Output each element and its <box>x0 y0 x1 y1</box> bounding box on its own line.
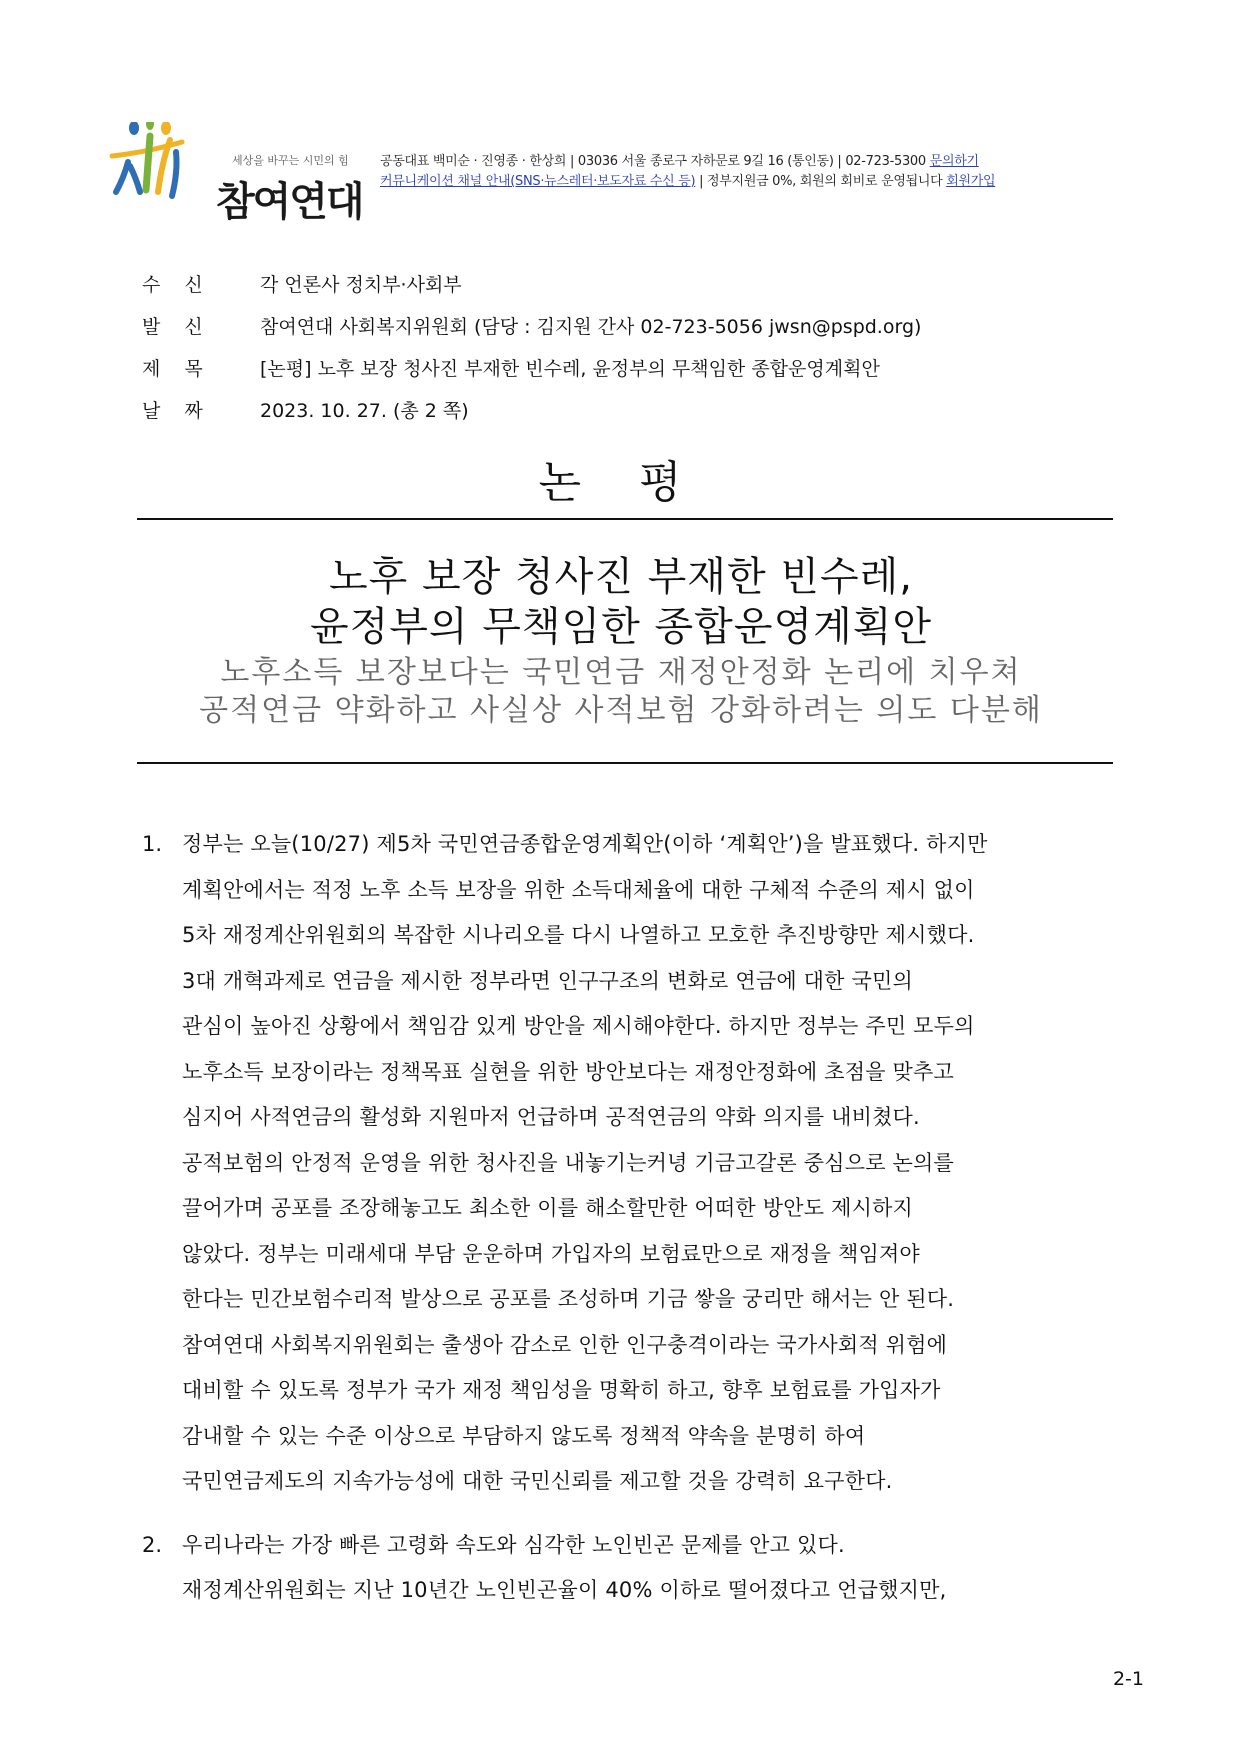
paragraph-line: 감내할 수 있는 수준 이상으로 부담하지 않도록 정책적 약속을 분명히 하여 <box>182 1423 866 1448</box>
logo-name: 참여연대 <box>216 179 363 225</box>
paragraph-line: 5차 재정계산위원회의 복잡한 시나리오를 다시 나열하고 모호한 추진방향만 제시했다. <box>182 923 975 947</box>
subheadline-line: 노후소득 보장보다는 국민연금 재정안정화 논리에 치우쳐 <box>220 655 1022 690</box>
paragraph-line: 3대 개혁과제로 연금을 제시한 정부라면 인구구조의 변화로 연금에 대한 국민의 <box>182 968 913 993</box>
document-type-title: 논 평 <box>538 457 704 508</box>
document-body <box>142 822 1142 1614</box>
meta-value: 각 언론사 정치부·사회부 <box>260 274 462 296</box>
page-number: 2-1 <box>1112 1668 1144 1690</box>
subheadline <box>0 654 1242 730</box>
header-funding-text: | 정부지원금 0%, 회원의 회비로 운영됩니다 <box>695 174 947 189</box>
pspd-logo <box>108 122 363 226</box>
paragraph-number: 1. <box>142 832 163 856</box>
headline-line: 노후 보장 청사진 부재한 빈수레, <box>329 554 913 600</box>
contact-link[interactable]: 문의하기 <box>929 154 979 169</box>
numbered-paragraph <box>142 1523 1142 1614</box>
communication-channel-link[interactable]: 커뮤니케이션 채널 안내(SNS·뉴스레터·보도자료 수신 등) <box>380 174 696 189</box>
meta-value: 2023. 10. 27. (총 2 쪽) <box>260 400 469 422</box>
meta-label: 발신 <box>142 316 227 338</box>
headline-line: 윤정부의 무책임한 종합운영계획안 <box>309 604 933 650</box>
header-info-line2 <box>380 172 995 192</box>
paragraph-line: 심지어 사적연금의 활성화 지원마저 언급하며 공적연금의 약화 의지를 내비쳤다. <box>182 1105 920 1129</box>
meta-label: 수신 <box>142 274 227 296</box>
meta-value: [논평] 노후 보장 청사진 부재한 빈수레, 윤정부의 무책임한 종합운영계획안 <box>260 358 880 380</box>
paragraph-line: 재정계산위원회는 지난 10년간 노인빈곤율이 40% 이하로 떨어졌다고 언급했지만, <box>182 1578 947 1602</box>
numbered-paragraph <box>142 822 1142 1505</box>
membership-link[interactable]: 회원가입 <box>946 174 996 189</box>
header-address-text: 공동대표 백미순 · 진영종 · 한상희 | 03036 서울 종로구 자하문로 9길 16 (통인동) | 02-723-5300 <box>380 154 930 169</box>
paragraph-line: 국민연금제도의 지속가능성에 대한 국민신뢰를 제고할 것을 강력히 요구한다. <box>182 1469 893 1493</box>
paragraph-line: 노후소득 보장이라는 정책목표 실현을 위한 방안보다는 재정안정화에 초점을 맞추고 <box>182 1059 955 1084</box>
paragraph-line: 대비할 수 있도록 정부가 국가 재정 책임성을 명확히 하고, 향후 보험료를 가입자가 <box>182 1378 941 1402</box>
paragraph-number: 2. <box>142 1532 163 1557</box>
subheadline-line: 공적연금 약화하고 사실상 사적보험 강화하려는 의도 다분해 <box>199 693 1043 728</box>
paragraph-line: 참여연대 사회복지위원회는 출생아 감소로 인한 인구충격이라는 국가사회적 위험에 <box>182 1332 948 1357</box>
title-divider-bottom <box>137 762 1113 764</box>
meta-label: 날짜 <box>142 400 227 422</box>
paragraph-line: 한다는 민간보험수리적 발상으로 공포를 조성하며 기금 쌓을 궁리만 해서는 안 된다. <box>182 1287 955 1311</box>
pspd-logo-icon <box>108 122 218 226</box>
paragraph-line: 계획안에서는 적정 노후 소득 보장을 위한 소득대체율에 대한 구체적 수준의 제시 없이 <box>182 877 975 902</box>
title-divider-top <box>137 518 1113 520</box>
paragraph-line: 끌어가며 공포를 조장해놓고도 최소한 이를 해소할만한 어떠한 방안도 제시하지 <box>182 1196 914 1220</box>
paragraph-line: 우리나라는 가장 빠른 고령화 속도와 심각한 노인빈곤 문제를 안고 있다. <box>182 1532 845 1557</box>
paragraph-line: 않았다. 정부는 미래세대 부담 운운하며 가입자의 보험료만으로 재정을 책임져야 <box>182 1241 920 1266</box>
paragraph-line: 정부는 오늘(10/27) 제5차 국민연금종합운영계획안(이하 ‘계획안’)을 발표했다. 하지만 <box>182 832 988 856</box>
header-info-line1 <box>380 152 995 172</box>
paragraph-line: 관심이 높아진 상황에서 책임감 있게 방안을 제시해야한다. 하지만 정부는 주민 모두의 <box>182 1014 975 1038</box>
paragraph-line: 공적보험의 안정적 운영을 위한 청사진을 내놓기는커녕 기금고갈론 중심으로 논의를 <box>182 1150 955 1175</box>
meta-label: 제목 <box>142 358 227 380</box>
logo-tagline: 세상을 바꾸는 시민의 힘 <box>232 154 349 167</box>
meta-value: 참여연대 사회복지위원회 (담당 : 김지원 간사 02-723-5056 jwsn@pspd.org) <box>260 316 922 338</box>
headline <box>0 552 1242 652</box>
header-info <box>380 152 995 192</box>
